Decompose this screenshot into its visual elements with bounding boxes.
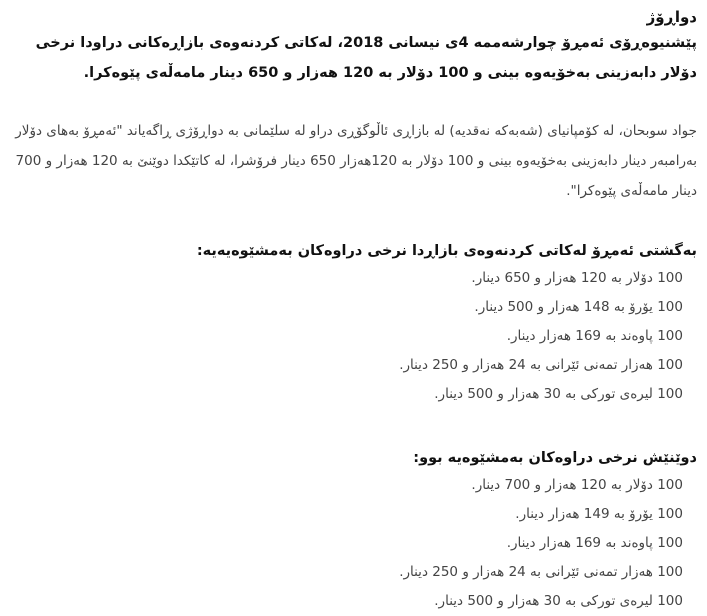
rate-item-gbp: 100 پاوەند بە 169 هەزار دینار. (506, 328, 683, 344)
today-rates-list (10, 264, 697, 409)
today-rates-heading: بەگشتی ئەمڕۆ لەکاتی کردنەوەی بازاڕدا نرخی دراوەکان بەمشێوەیەیە: (196, 243, 697, 259)
article-title: دواڕۆژ (646, 8, 697, 26)
today-rates-section (10, 240, 697, 409)
yesterday-rates-heading: دوێنێش نرخی دراوەکان بەمشێوەیە بوو: (413, 450, 697, 466)
rate-item-usd: 100 دۆلار بە 120 هەزار و 700 دینار. (471, 477, 683, 493)
rate-item-eur: 100 یۆرۆ بە 149 هەزار دینار. (515, 506, 683, 522)
rate-item-irr: 100 هەزار تمەنی ئێرانی بە 24 هەزار و 250 دینار. (399, 564, 683, 580)
article-body: جواد سوبحان، لە کۆمپانیای (شەبەکە نەقدیە) لە بازاڕی ئاڵوگۆڕی دراو لە سلێمانی بە دواڕۆژی ڕاگەیاند "ئەمڕۆ بەهای دۆلار بەرامبەر دینار دابەزینی بەخۆیەوە بینی و 100 دۆلار بە 120هەزار 650 دینار فرۆشرا، لە کاتێکدا دوێنێ بە 120 هەزار و 700 دینار مامەڵەی پێوەکرا". (15, 123, 697, 199)
yesterday-rates-section (10, 447, 697, 616)
rate-item-eur: 100 یۆرۆ بە 148 هەزار و 500 دینار. (474, 299, 683, 315)
rate-item-try: 100 لیرەی تورکی بە 30 هەزار و 500 دینار. (434, 593, 683, 609)
rate-item-irr: 100 هەزار تمەنی ئێرانی بە 24 هەزار و 250 دینار. (399, 357, 683, 373)
rate-item-gbp: 100 پاوەند بە 169 هەزار دینار. (506, 535, 683, 551)
yesterday-rates-list (10, 471, 697, 616)
rate-item-try: 100 لیرەی تورکی بە 30 هەزار و 500 دینار. (434, 386, 683, 402)
article-lead: پێشنیوەڕۆی ئەمڕۆ چوارشەممە 4ی نیسانی 2018، لەکاتی کردنەوەی بازاڕەکانی دراودا نرخی دۆلار دابەزینی بەخۆیەوە بینی و 100 دۆلار بە 120 هەزار و 650 دینار مامەڵەی پێوەکرا. (35, 35, 697, 81)
rate-item-usd: 100 دۆلار بە 120 هەزار و 650 دینار. (471, 270, 683, 286)
